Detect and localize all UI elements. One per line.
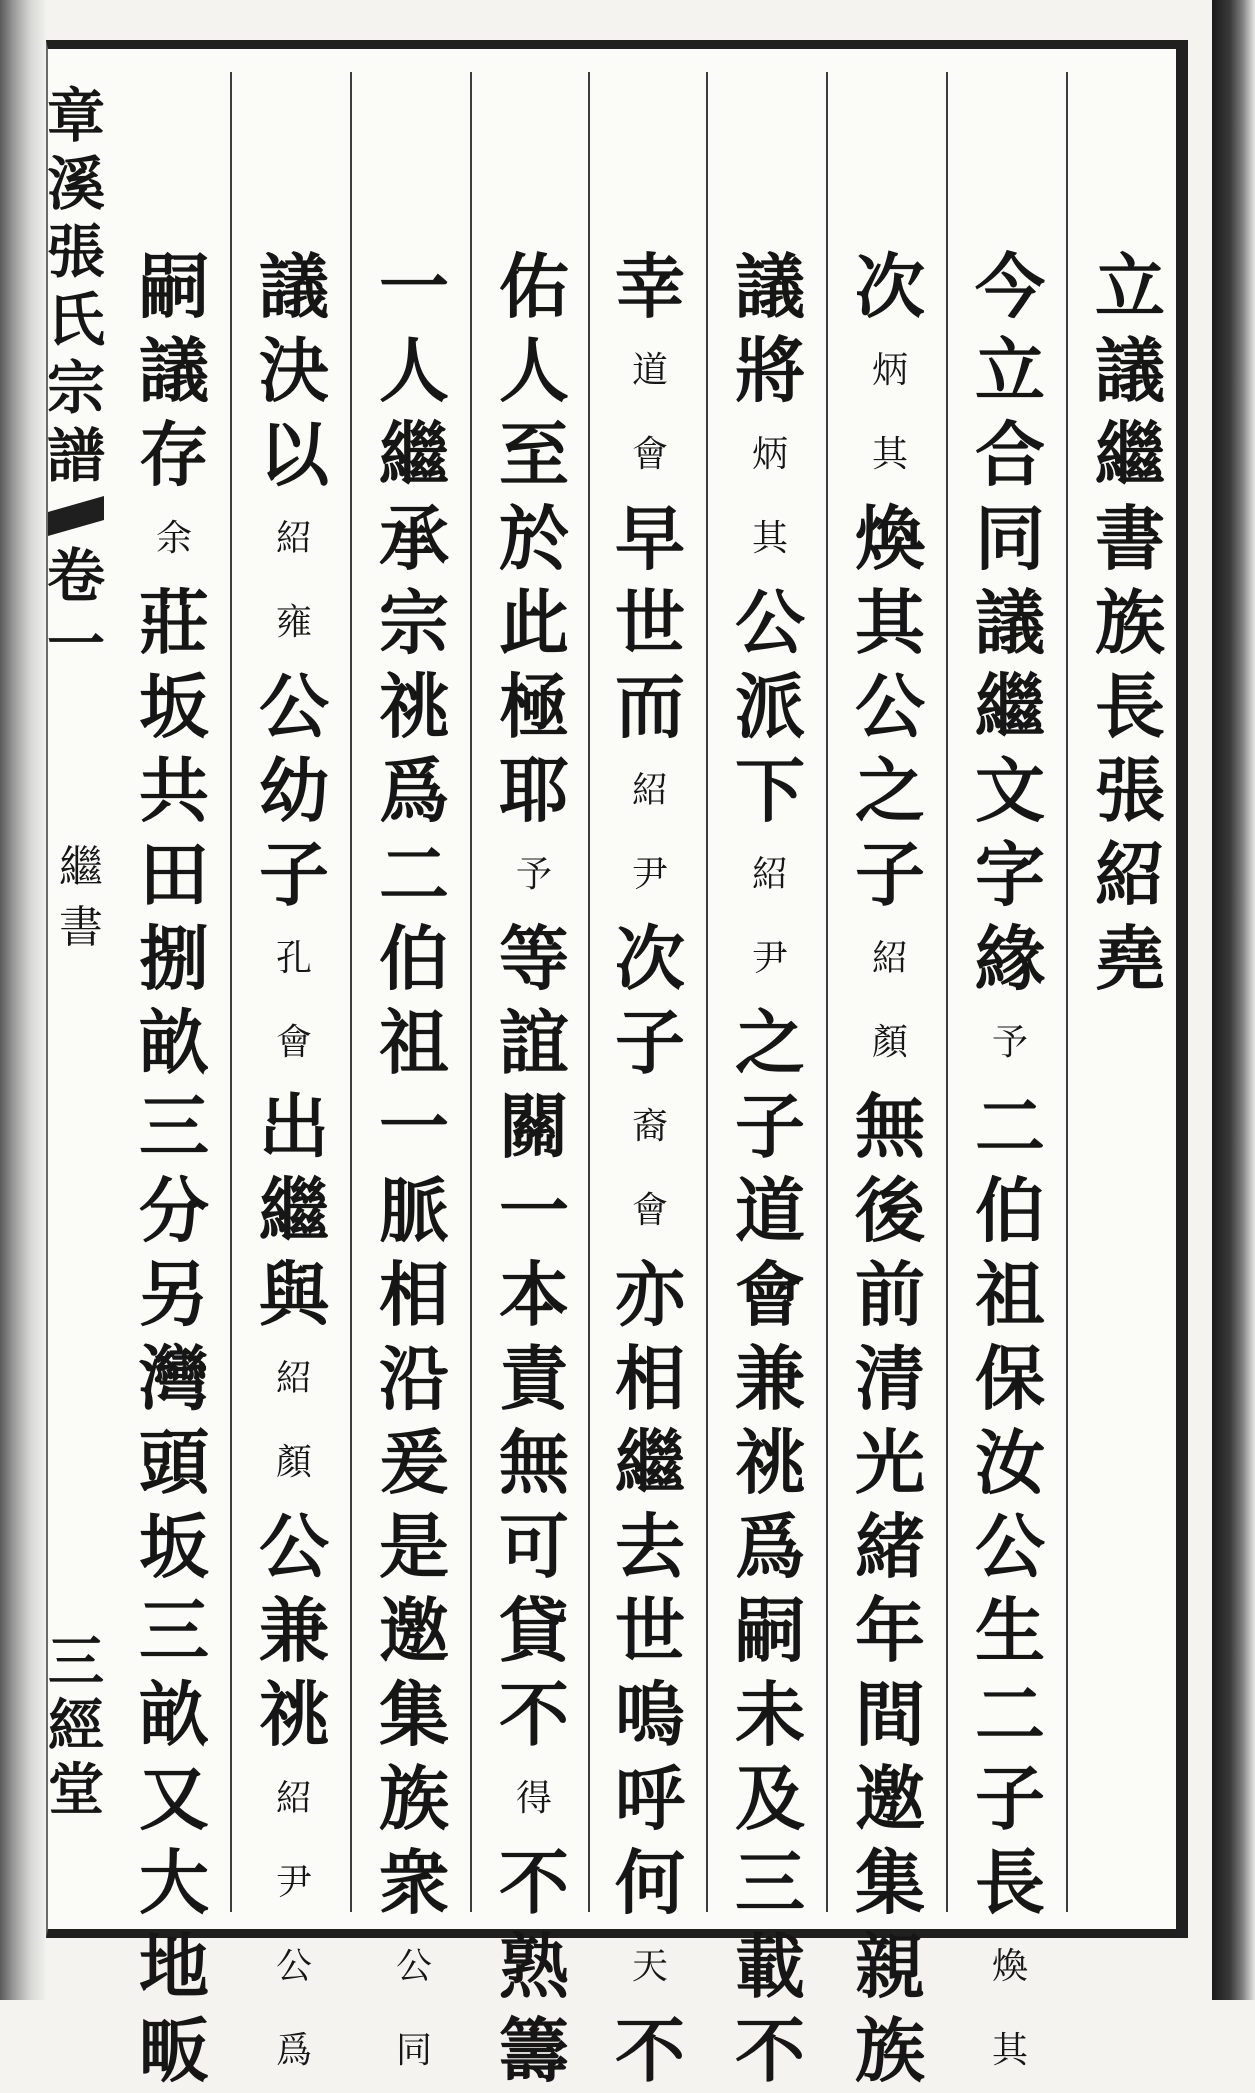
column-rule	[230, 72, 232, 1912]
glyph: 子	[259, 833, 329, 916]
glyph: 議	[975, 581, 1045, 664]
spine-volume	[47, 542, 105, 678]
spine-hall-name	[46, 1630, 106, 1822]
glyph: 繼	[1095, 413, 1165, 496]
glyph: 祧	[379, 665, 449, 748]
glyph: 相	[615, 1337, 685, 1420]
glyph: 灣	[139, 1337, 209, 1420]
glyph: 議	[139, 329, 209, 412]
glyph: 關	[499, 1085, 569, 1168]
glyph: 繼	[975, 665, 1045, 748]
annotation-glyph: 余	[155, 518, 192, 559]
glyph: 派	[735, 665, 805, 748]
glyph: 緒	[855, 1505, 925, 1588]
glyph: 子	[975, 1757, 1045, 1840]
text-column	[720, 245, 820, 2093]
glyph: 幸	[615, 245, 685, 328]
text-column	[244, 245, 344, 2093]
glyph: 邀	[379, 1589, 449, 1672]
glyph: 邀	[855, 1757, 925, 1840]
main-text-segment	[735, 581, 805, 833]
main-text-segment	[259, 1085, 329, 1337]
glyph: 脈	[379, 1169, 449, 1252]
annotation-glyph: 其	[991, 2030, 1028, 2071]
annotation-glyph: 會	[631, 434, 668, 475]
glyph: 祖	[975, 1253, 1045, 1336]
glyph: 兼	[735, 1337, 805, 1420]
glyph: 氏	[46, 286, 105, 354]
glyph: 不	[735, 2009, 805, 2092]
glyph: 汝	[975, 1421, 1045, 1504]
glyph: 畝	[139, 1673, 209, 1756]
glyph: 共	[139, 749, 209, 832]
annotation-glyph: 會	[275, 1022, 312, 1063]
glyph: 子	[855, 833, 925, 916]
glyph: 下	[735, 749, 805, 832]
annotation-segment	[156, 497, 192, 581]
glyph: 繼	[259, 1169, 329, 1252]
annotation-segment	[992, 1925, 1028, 2093]
glyph: 去	[615, 1505, 685, 1588]
main-text-segment	[615, 245, 685, 329]
book-fold-left-shadow	[0, 0, 46, 2000]
glyph: 子	[615, 1001, 685, 1084]
glyph: 世	[615, 581, 685, 664]
glyph: 大	[139, 1841, 209, 1924]
glyph: 熟	[499, 1925, 569, 2008]
main-text-segment	[139, 581, 209, 2093]
glyph: 承	[379, 497, 449, 580]
glyph: 光	[855, 1421, 925, 1504]
glyph: 間	[855, 1673, 925, 1756]
glyph: 次	[855, 245, 925, 328]
main-text-segment	[259, 245, 329, 497]
glyph: 繼	[615, 1421, 685, 1504]
glyph: 未	[735, 1673, 805, 1756]
main-text-segment	[615, 497, 685, 749]
annotation-glyph: 雍	[275, 602, 312, 643]
fishtail-marker	[48, 496, 104, 536]
annotation-glyph: 天	[631, 1946, 668, 1987]
glyph: 緣	[975, 917, 1045, 1000]
glyph: 書	[1095, 497, 1165, 580]
glyph: 嗚	[615, 1673, 685, 1756]
glyph: 嗣	[139, 245, 209, 328]
glyph: 長	[1095, 665, 1165, 748]
glyph: 人	[499, 329, 569, 412]
text-column	[960, 245, 1060, 2093]
glyph: 公	[259, 665, 329, 748]
glyph: 至	[499, 413, 569, 496]
annotation-segment	[632, 749, 668, 917]
annotation-glyph: 尹	[751, 938, 788, 979]
glyph: 之	[855, 749, 925, 832]
annotation-glyph: 爲	[275, 2030, 312, 2071]
glyph: 張	[1095, 749, 1165, 832]
glyph: 祧	[735, 1421, 805, 1504]
glyph: 出	[259, 1085, 329, 1168]
annotation-glyph: 其	[751, 518, 788, 559]
column-rule	[826, 72, 828, 1912]
glyph: 會	[735, 1253, 805, 1336]
main-text-segment	[615, 917, 685, 1085]
glyph: 祖	[379, 1001, 449, 1084]
annotation-segment	[396, 1925, 432, 2093]
column-rule	[350, 72, 352, 1912]
column-rule	[946, 72, 948, 1912]
glyph: 又	[139, 1757, 209, 1840]
glyph: 三	[735, 1841, 805, 1924]
spine-book-title	[47, 82, 105, 490]
glyph: 呼	[615, 1757, 685, 1840]
annotation-glyph: 同	[395, 2030, 432, 2071]
annotation-segment	[872, 329, 908, 497]
text-column-title	[1080, 245, 1180, 1001]
glyph: 張	[46, 218, 105, 286]
glyph: 後	[855, 1169, 925, 1252]
glyph: 相	[379, 1253, 449, 1336]
column-rule	[588, 72, 590, 1912]
annotation-segment	[276, 1757, 312, 2093]
glyph: 族	[1095, 581, 1165, 664]
glyph: 族	[855, 2009, 925, 2092]
glyph: 繼	[59, 842, 103, 893]
annotation-segment	[632, 1925, 668, 2009]
glyph: 與	[259, 1253, 329, 1336]
glyph: 籌	[499, 2009, 569, 2092]
glyph: 畈	[139, 2009, 209, 2092]
glyph: 公	[259, 1505, 329, 1588]
glyph: 爲	[379, 749, 449, 832]
glyph: 一	[46, 610, 105, 678]
glyph: 地	[139, 1925, 209, 2008]
glyph: 一	[379, 245, 449, 328]
annotation-segment	[276, 1337, 312, 1505]
main-text-segment	[975, 245, 1045, 1001]
glyph: 人	[379, 329, 449, 412]
glyph: 可	[499, 1505, 569, 1588]
glyph: 二	[975, 1673, 1045, 1756]
glyph: 坂	[139, 1505, 209, 1588]
text-column	[364, 245, 464, 2093]
glyph: 之	[735, 1001, 805, 1084]
main-text-segment	[499, 245, 569, 833]
glyph: 議	[259, 245, 329, 328]
glyph: 三	[139, 1589, 209, 1672]
annotation-glyph: 公	[275, 1946, 312, 1987]
glyph: 莊	[139, 581, 209, 664]
main-text-segment	[259, 665, 329, 917]
glyph: 卷	[46, 542, 105, 610]
annotation-glyph: 紹	[631, 770, 668, 811]
glyph: 以	[259, 413, 329, 496]
glyph: 及	[735, 1757, 805, 1840]
glyph: 祧	[259, 1673, 329, 1756]
glyph: 爰	[379, 1421, 449, 1504]
glyph: 次	[615, 917, 685, 1000]
glyph: 亦	[615, 1253, 685, 1336]
annotation-glyph: 炳	[871, 350, 908, 391]
glyph: 於	[499, 497, 569, 580]
glyph: 而	[615, 665, 685, 748]
glyph: 早	[615, 497, 685, 580]
main-text-segment	[855, 1085, 925, 2093]
glyph: 公	[975, 1505, 1045, 1588]
annotation-glyph: 紹	[275, 518, 312, 559]
annotation-segment	[516, 1757, 552, 1841]
main-text-segment	[855, 497, 925, 917]
glyph: 責	[499, 1337, 569, 1420]
glyph: 前	[855, 1253, 925, 1336]
annotation-glyph: 道	[631, 350, 668, 391]
glyph: 伯	[379, 917, 449, 1000]
glyph: 堯	[1095, 917, 1165, 1000]
glyph: 煥	[855, 497, 925, 580]
glyph: 幼	[259, 749, 329, 832]
glyph: 宗	[46, 354, 105, 422]
column-rule	[706, 72, 708, 1912]
glyph: 存	[139, 413, 209, 496]
spine-section	[56, 838, 106, 958]
glyph: 紹	[1095, 833, 1165, 916]
annotation-glyph: 會	[631, 1190, 668, 1231]
main-text-segment	[139, 245, 209, 497]
glyph: 經	[48, 1693, 104, 1759]
glyph: 立	[1095, 245, 1165, 328]
annotation-glyph: 紹	[871, 938, 908, 979]
glyph: 其	[855, 581, 925, 664]
glyph: 頭	[139, 1421, 209, 1504]
glyph: 衆	[379, 1841, 449, 1924]
glyph: 議	[1095, 329, 1165, 412]
main-text-segment	[735, 245, 805, 413]
annotation-glyph: 得	[515, 1778, 552, 1819]
column-rule	[1066, 72, 1068, 1912]
glyph: 二	[975, 1085, 1045, 1168]
glyph: 今	[975, 245, 1045, 328]
glyph: 佑	[499, 245, 569, 328]
glyph: 譜	[46, 422, 105, 490]
text-column	[124, 245, 224, 2093]
main-text-segment	[259, 1505, 329, 1757]
annotation-segment	[632, 1085, 668, 1253]
main-text-segment	[1095, 245, 1165, 1001]
glyph: 是	[379, 1505, 449, 1588]
glyph: 年	[855, 1589, 925, 1672]
glyph: 何	[615, 1841, 685, 1924]
main-text-segment	[975, 1085, 1045, 1925]
glyph: 此	[499, 581, 569, 664]
main-text-segment	[499, 917, 569, 1757]
glyph: 沿	[379, 1337, 449, 1420]
text-column	[600, 245, 700, 2093]
glyph: 捌	[139, 917, 209, 1000]
glyph: 二	[379, 833, 449, 916]
glyph: 無	[499, 1421, 569, 1504]
annotation-glyph: 紹	[275, 1778, 312, 1819]
annotation-segment	[752, 833, 788, 1001]
glyph: 一	[499, 1169, 569, 1252]
annotation-glyph: 予	[991, 1022, 1028, 1063]
glyph: 田	[139, 833, 209, 916]
glyph: 坂	[139, 665, 209, 748]
annotation-segment	[872, 917, 908, 1085]
glyph: 不	[499, 1841, 569, 1924]
annotation-segment	[752, 413, 788, 581]
glyph: 集	[379, 1673, 449, 1756]
glyph: 另	[139, 1253, 209, 1336]
glyph: 書	[59, 902, 103, 953]
glyph: 將	[735, 329, 805, 412]
annotation-segment	[992, 1001, 1028, 1085]
glyph: 堂	[48, 1757, 104, 1823]
glyph: 族	[379, 1757, 449, 1840]
annotation-glyph: 予	[515, 854, 552, 895]
glyph: 公	[735, 581, 805, 664]
glyph: 分	[139, 1169, 209, 1252]
main-text-segment	[615, 1253, 685, 1925]
glyph: 長	[975, 1841, 1045, 1924]
glyph: 耶	[499, 749, 569, 832]
annotation-glyph: 尹	[275, 1862, 312, 1903]
glyph: 生	[975, 1589, 1045, 1672]
annotation-segment	[516, 833, 552, 917]
annotation-glyph: 其	[871, 434, 908, 475]
glyph: 誼	[499, 1001, 569, 1084]
main-text-segment	[379, 245, 449, 1925]
annotation-glyph: 顏	[275, 1442, 312, 1483]
glyph: 極	[499, 665, 569, 748]
annotation-glyph: 裔	[631, 1106, 668, 1147]
glyph: 溪	[46, 150, 105, 218]
glyph: 本	[499, 1253, 569, 1336]
glyph: 合	[975, 413, 1045, 496]
glyph: 章	[46, 82, 105, 150]
glyph: 一	[379, 1085, 449, 1168]
glyph: 清	[855, 1337, 925, 1420]
glyph: 集	[855, 1841, 925, 1924]
glyph: 畝	[139, 1001, 209, 1084]
annotation-glyph: 煥	[991, 1946, 1028, 1987]
glyph: 決	[259, 329, 329, 412]
glyph: 伯	[975, 1169, 1045, 1252]
glyph: 立	[975, 329, 1045, 412]
glyph: 載	[735, 1925, 805, 2008]
main-text-segment	[735, 1001, 805, 2093]
annotation-glyph: 紹	[275, 1358, 312, 1399]
glyph: 世	[615, 1589, 685, 1672]
glyph: 等	[499, 917, 569, 1000]
glyph: 不	[615, 2009, 685, 2092]
annotation-glyph: 尹	[631, 854, 668, 895]
glyph: 繼	[379, 413, 449, 496]
main-text-segment	[615, 2009, 685, 2093]
main-text-segment	[499, 1841, 569, 2093]
main-text-segment	[855, 245, 925, 329]
text-column	[484, 245, 584, 2093]
glyph: 子	[735, 1085, 805, 1168]
spine-title	[46, 82, 106, 678]
annotation-segment	[632, 329, 668, 497]
annotation-glyph: 炳	[751, 434, 788, 475]
glyph: 宗	[379, 581, 449, 664]
glyph: 文	[975, 749, 1045, 832]
annotation-glyph: 公	[395, 1946, 432, 1987]
glyph: 不	[499, 1673, 569, 1756]
annotation-segment	[276, 497, 312, 665]
glyph: 字	[975, 833, 1045, 916]
glyph: 爲	[735, 1505, 805, 1588]
glyph: 兼	[259, 1589, 329, 1672]
glyph: 貸	[499, 1589, 569, 1672]
glyph: 公	[855, 665, 925, 748]
glyph: 道	[735, 1169, 805, 1252]
annotation-glyph: 孔	[275, 938, 312, 979]
glyph: 親	[855, 1925, 925, 2008]
column-rule	[470, 72, 472, 1912]
annotation-segment	[276, 917, 312, 1085]
annotation-glyph: 紹	[751, 854, 788, 895]
glyph: 無	[855, 1085, 925, 1168]
page-edge-right-shadow	[1212, 0, 1255, 2000]
glyph: 議	[735, 245, 805, 328]
glyph: 同	[975, 497, 1045, 580]
glyph: 嗣	[735, 1589, 805, 1672]
glyph: 三	[139, 1085, 209, 1168]
glyph: 三	[48, 1629, 104, 1695]
text-column	[840, 245, 940, 2093]
glyph: 保	[975, 1337, 1045, 1420]
annotation-glyph: 顏	[871, 1022, 908, 1063]
